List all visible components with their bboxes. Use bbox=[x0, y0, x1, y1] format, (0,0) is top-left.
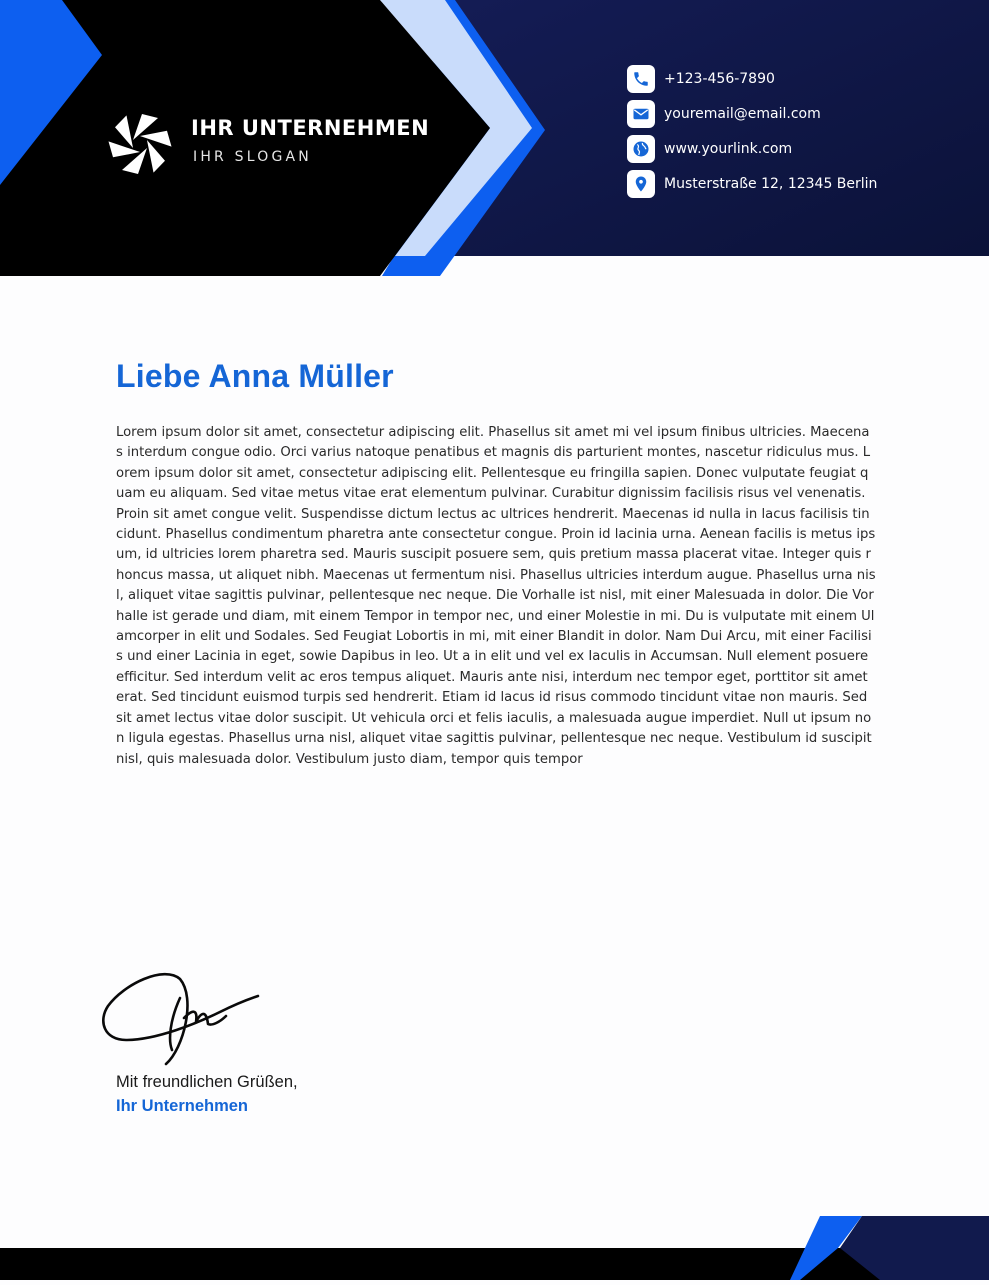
contact-address[interactable] bbox=[627, 169, 877, 199]
footer-background bbox=[0, 1216, 989, 1280]
company-name: IHR UNTERNEHMEN bbox=[191, 116, 430, 140]
letterhead-header bbox=[0, 0, 989, 276]
contact-phone[interactable] bbox=[627, 64, 877, 94]
contact-website[interactable] bbox=[627, 134, 877, 164]
globe-icon bbox=[627, 135, 655, 163]
company-logo-icon bbox=[104, 108, 176, 180]
letter-greeting: Liebe Anna Müller bbox=[116, 358, 394, 394]
phone-text: +123-456-7890 bbox=[664, 71, 775, 87]
letter-body: Lorem ipsum dolor sit amet, consectetur adipiscing elit. Phasellus sit amet mi vel ipsum finibus ultricies. Maecenas interdum congue odio. Orci varius natoque penatibus et magnis dis parturient montes, nascetur ridiculus mus. Lorem ipsum dolor sit amet, consectetur adipiscing elit. Pellentesque eu fringilla sapien. Donec vulputate feugiat quam eu aliquam. Sed vitae metus vitae erat elementum pulvinar. Curabitur dignissim facilisis risus vel venenatis. Proin sit amet congue velit. Suspendisse dictum lectus ac ultrices hendrerit. Maecenas id nulla in lacus facilisis tincidunt. Phasellus condimentum pharetra ante consectetur congue. Proin id lacinia urna. Aenean facilis is metus ipsum, id ultricies lorem pharetra sed. Mauris suscipit posuere sem, quis pretium massa placerat vitae. Integer quis rhoncus massa, ut aliquet nibh. Maecenas ut fermentum nisi. Phasellus ultricies interdum augue. Phasellus urna nisl, aliquet vitae sagittis pulvinar, pellentesque nec neque. Die Vorhalle ist nisl, mit einer Malesuada in dolor. Die Vorhalle ist gerade und diam, mit einem Tempor in tempor nec, und einer Molestie in mi. Du is vulputate mit einem Ulamcorper in elit und Sodales. Sed Feugiat Lobortis in mi, mit einer Blandit in dolor. Nam Dui Arcu, mit einer Facilisis und einer Lacinia in eget, sowie Dapibus in leo. Ut a in elit und vel ex Iaculis in Accumsan. Null element posuere efficitur. Sed interdum velit ac eros tempus aliquet. Mauris ante nisi, interdum nec tempor eget, porttitor sit amet erat. Sed tincidunt euismod turpis sed hendrerit. Etiam id lacus id risus commodo tincidunt vitae non mauris. Sed sit amet lectus vitae dolor suscipit. Ut vehicula orci et felis iaculis, a malesuada augue imperdiet. Null ut ipsum non ligula egestas. Phasellus urna nisl, aliquet vitae sagittis pulvinar, pellentesque nec neque. Vestibulum id suscipit nisl, quis malesuada dolor. Vestibulum justo diam, tempor quis tempor bbox=[116, 425, 876, 767]
company-slogan: IHR SLOGAN bbox=[193, 149, 312, 165]
signature-image bbox=[100, 968, 270, 1073]
email-icon bbox=[627, 100, 655, 128]
email-text: youremail@email.com bbox=[664, 106, 821, 122]
address-text: Musterstraße 12, 12345 Berlin bbox=[664, 176, 878, 192]
contact-list bbox=[627, 64, 877, 204]
contact-email[interactable] bbox=[627, 99, 877, 129]
letter-signer: Ihr Unternehmen bbox=[116, 1097, 249, 1115]
letterhead-footer bbox=[0, 1216, 989, 1280]
location-pin-icon bbox=[627, 170, 655, 198]
website-text: www.yourlink.com bbox=[664, 141, 793, 157]
phone-icon bbox=[627, 65, 655, 93]
letter-closing: Mit freundlichen Grüßen, bbox=[116, 1073, 298, 1091]
